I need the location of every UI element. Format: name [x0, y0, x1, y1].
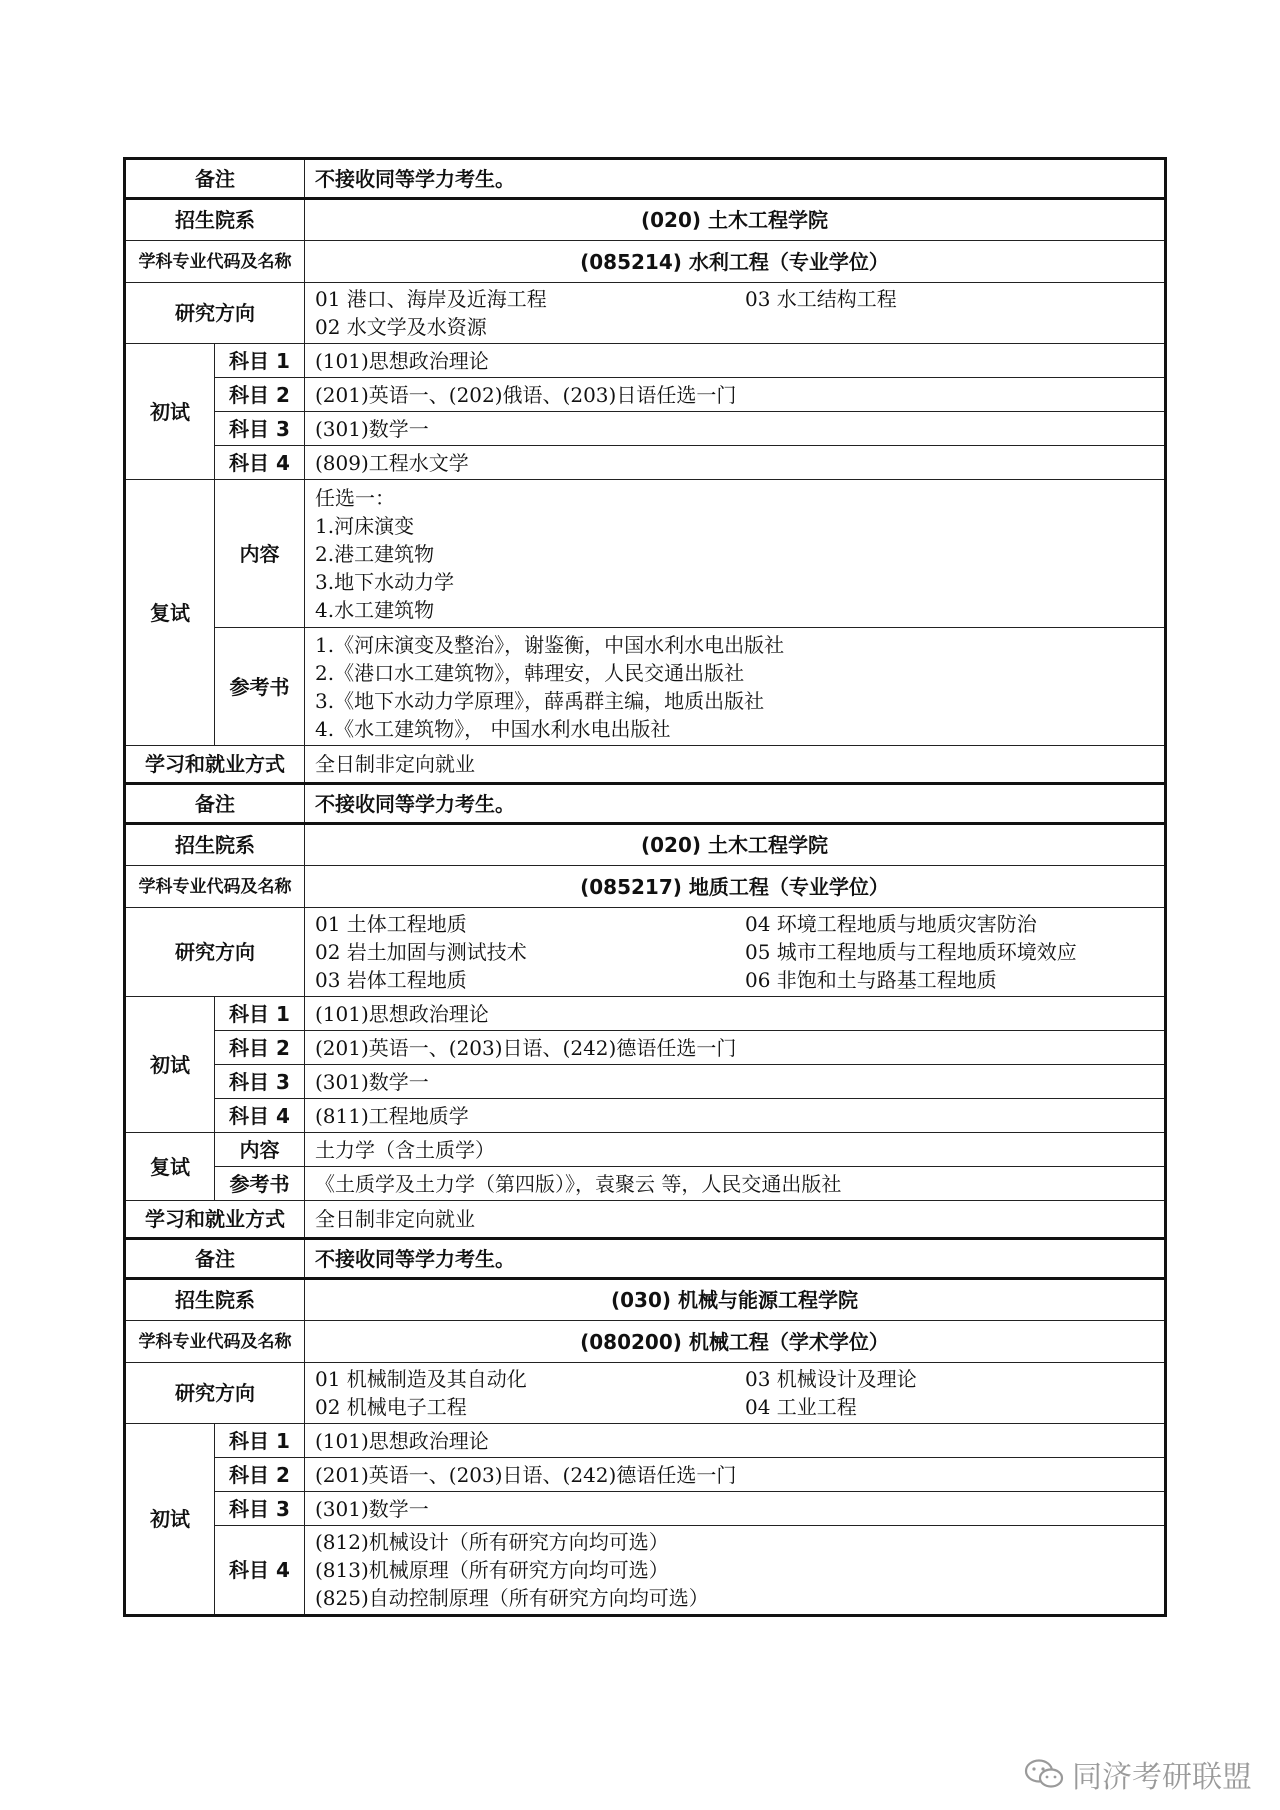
retest-label: 复试 — [125, 1133, 215, 1201]
subject1-label: 科目 1 — [215, 344, 305, 378]
remarks-value: 不接收同等学力考生。 — [305, 159, 1166, 199]
major-value: (085214) 水利工程（专业学位） — [305, 241, 1166, 283]
wechat-icon — [1024, 1758, 1064, 1790]
study-mode-value: 全日制非定向就业 — [305, 746, 1166, 784]
subject1-label: 科目 1 — [215, 1424, 305, 1458]
prelim-row — [125, 1031, 1166, 1065]
direction-row — [125, 908, 1166, 997]
direction-item: 02 岩土加固与测试技术 — [315, 940, 527, 964]
remarks-value: 不接收同等学力考生。 — [305, 1239, 1166, 1279]
watermark — [1024, 1752, 1252, 1796]
direction-list — [305, 1363, 1166, 1424]
subject2-label: 科目 2 — [215, 1031, 305, 1065]
prelim-label: 初试 — [125, 997, 215, 1133]
prelim-row — [125, 446, 1166, 480]
study-mode-row — [125, 746, 1166, 784]
study-mode-value: 全日制非定向就业 — [305, 1201, 1166, 1239]
prelim-row — [125, 344, 1166, 378]
subject3-label: 科目 3 — [215, 1065, 305, 1099]
direction-row — [125, 283, 1166, 344]
remarks-value: 不接收同等学力考生。 — [305, 784, 1166, 824]
prelim-row — [125, 997, 1166, 1031]
retest-books — [305, 628, 1166, 746]
subject3-value: (301)数学一 — [305, 1065, 1166, 1099]
direction-item: 02 水文学及水资源 — [315, 315, 487, 339]
reference-label: 参考书 — [215, 1167, 305, 1201]
retest-content: 土力学（含土质学） — [305, 1133, 1166, 1167]
direction-row — [125, 1363, 1166, 1424]
prelim-label: 初试 — [125, 1424, 215, 1616]
department-row — [125, 199, 1166, 241]
retest-row — [125, 1133, 1166, 1167]
subject2-value: (201)英语一、(202)俄语、(203)日语任选一门 — [305, 378, 1166, 412]
subject3-label: 科目 3 — [215, 412, 305, 446]
direction-label: 研究方向 — [125, 1363, 305, 1424]
retest-content-line: 任选一： — [315, 485, 395, 510]
prelim-row — [125, 1065, 1166, 1099]
subject4-option: (825)自动控制原理（所有研究方向均可选） — [315, 1586, 709, 1610]
department-value: (020) 土木工程学院 — [305, 824, 1166, 866]
direction-label: 研究方向 — [125, 908, 305, 997]
remarks-row — [125, 784, 1166, 824]
department-value: (020) 土木工程学院 — [305, 199, 1166, 241]
reference-book: 3.《地下水动力学原理》，薛禹群主编，地质出版社 — [315, 688, 765, 713]
prelim-row — [125, 412, 1166, 446]
remarks-label: 备注 — [125, 784, 305, 824]
subject4-value — [305, 1526, 1166, 1616]
prelim-row — [125, 1526, 1166, 1616]
reference-book: 4.《水工建筑物》， 中国水利水电出版社 — [315, 716, 671, 741]
major-value: (080200) 机械工程（学术学位） — [305, 1321, 1166, 1363]
direction-item: 05 城市工程地质与工程地质环境效应 — [745, 940, 1077, 964]
major-row — [125, 241, 1166, 283]
major-label: 学科专业代码及名称 — [125, 241, 305, 283]
major-label: 学科专业代码及名称 — [125, 866, 305, 908]
subject2-value: (201)英语一、(203)日语、(242)德语任选一门 — [305, 1458, 1166, 1492]
admissions-table — [123, 157, 1167, 1617]
department-row — [125, 824, 1166, 866]
direction-item: 01 土体工程地质 — [315, 912, 467, 936]
study-mode-label: 学习和就业方式 — [125, 1201, 305, 1239]
department-label: 招生院系 — [125, 824, 305, 866]
department-value: (030) 机械与能源工程学院 — [305, 1279, 1166, 1321]
subject4-option: (813)机械原理（所有研究方向均可选） — [315, 1558, 669, 1582]
subject4-label: 科目 4 — [215, 446, 305, 480]
direction-item: 02 机械电子工程 — [315, 1395, 467, 1419]
subject3-value: (301)数学一 — [305, 412, 1166, 446]
retest-content-line: 4.水工建筑物 — [315, 597, 435, 622]
direction-item: 01 机械制造及其自动化 — [315, 1367, 527, 1391]
direction-list — [305, 908, 1166, 997]
major-label: 学科专业代码及名称 — [125, 1321, 305, 1363]
subject4-label: 科目 4 — [215, 1526, 305, 1616]
direction-item: 06 非饱和土与路基工程地质 — [745, 968, 997, 992]
department-label: 招生院系 — [125, 1279, 305, 1321]
prelim-row — [125, 378, 1166, 412]
reference-label: 参考书 — [215, 628, 305, 746]
retest-content-line: 2.港工建筑物 — [315, 541, 435, 566]
direction-item — [745, 313, 1154, 341]
subject1-value: (101)思想政治理论 — [305, 344, 1166, 378]
watermark-text: 同济考研联盟 — [1072, 1760, 1252, 1795]
reference-book: 2.《港口水工建筑物》，韩理安，人民交通出版社 — [315, 660, 745, 685]
subject2-label: 科目 2 — [215, 1458, 305, 1492]
retest-books-row — [125, 1167, 1166, 1201]
prelim-row — [125, 1458, 1166, 1492]
subject3-value: (301)数学一 — [305, 1492, 1166, 1526]
retest-content-line: 3.地下水动力学 — [315, 569, 455, 594]
direction-label: 研究方向 — [125, 283, 305, 344]
prelim-row — [125, 1492, 1166, 1526]
direction-item: 01 港口、海岸及近海工程 — [315, 287, 547, 311]
department-label: 招生院系 — [125, 199, 305, 241]
major-row — [125, 1321, 1166, 1363]
retest-label: 复试 — [125, 480, 215, 746]
prelim-row — [125, 1099, 1166, 1133]
direction-list — [305, 283, 1166, 344]
retest-row — [125, 480, 1166, 628]
retest-content — [305, 480, 1166, 628]
remarks-row — [125, 1239, 1166, 1279]
direction-item: 03 水工结构工程 — [745, 287, 897, 311]
remarks-row — [125, 159, 1166, 199]
study-mode-label: 学习和就业方式 — [125, 746, 305, 784]
direction-item: 04 工业工程 — [745, 1395, 857, 1419]
retest-books-row — [125, 628, 1166, 746]
content-label: 内容 — [215, 480, 305, 628]
subject1-value: (101)思想政治理论 — [305, 1424, 1166, 1458]
content-label: 内容 — [215, 1133, 305, 1167]
direction-item: 03 岩体工程地质 — [315, 968, 467, 992]
subject4-value: (811)工程地质学 — [305, 1099, 1166, 1133]
department-row — [125, 1279, 1166, 1321]
prelim-row — [125, 1424, 1166, 1458]
subject3-label: 科目 3 — [215, 1492, 305, 1526]
reference-book: 1.《河床演变及整治》，谢鉴衡，中国水利水电出版社 — [315, 632, 785, 657]
subject4-label: 科目 4 — [215, 1099, 305, 1133]
retest-content-line: 1.河床演变 — [315, 513, 415, 538]
subject1-value: (101)思想政治理论 — [305, 997, 1166, 1031]
subject1-label: 科目 1 — [215, 997, 305, 1031]
subject4-option: (812)机械设计（所有研究方向均可选） — [315, 1530, 669, 1554]
subject2-label: 科目 2 — [215, 378, 305, 412]
direction-item: 03 机械设计及理论 — [745, 1367, 917, 1391]
major-row — [125, 866, 1166, 908]
study-mode-row — [125, 1201, 1166, 1239]
remarks-label: 备注 — [125, 1239, 305, 1279]
subject4-value: (809)工程水文学 — [305, 446, 1166, 480]
remarks-label: 备注 — [125, 159, 305, 199]
subject2-value: (201)英语一、(203)日语、(242)德语任选一门 — [305, 1031, 1166, 1065]
direction-item: 04 环境工程地质与地质灾害防治 — [745, 912, 1037, 936]
retest-books: 《土质学及土力学（第四版）》，袁聚云 等，人民交通出版社 — [305, 1167, 1166, 1201]
major-value: (085217) 地质工程（专业学位） — [305, 866, 1166, 908]
prelim-label: 初试 — [125, 344, 215, 480]
